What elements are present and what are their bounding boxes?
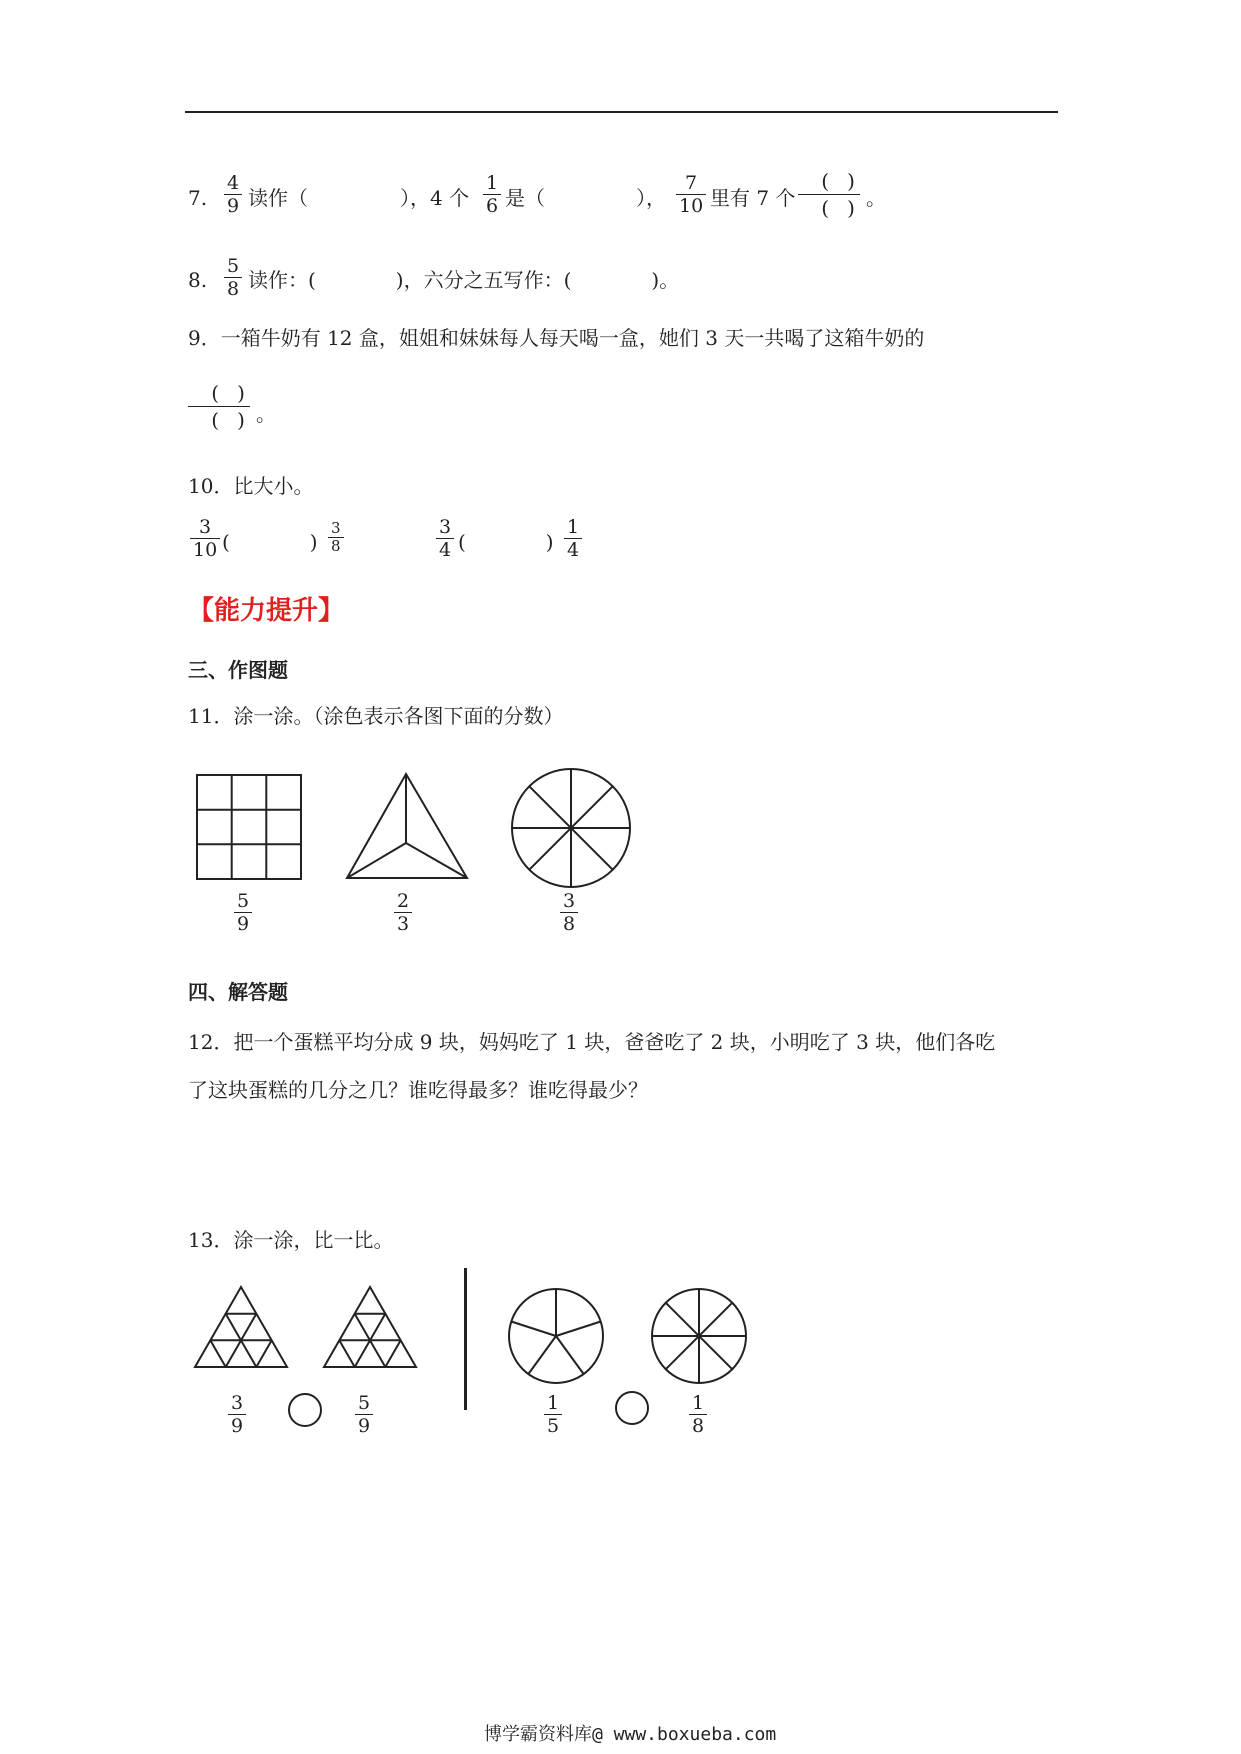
q7-read-as: 读作（	[248, 186, 308, 210]
blank-open-paren: (	[821, 196, 829, 220]
q7-text-4-of: ），4 个	[400, 186, 470, 210]
blank-close-paren: )	[237, 408, 245, 432]
fraction-numerator: 5	[234, 890, 252, 913]
circle-spoke	[528, 1336, 556, 1374]
compare-circle-outline	[289, 1394, 321, 1426]
q11-circle-8-parts-figure[interactable]	[510, 767, 632, 889]
fraction-denominator: 6	[486, 195, 499, 217]
fraction-denominator: 4	[567, 539, 580, 561]
fraction-denominator: 8	[227, 278, 240, 300]
triangle-diag-line	[256, 1340, 271, 1367]
q7-fraction-4-9	[224, 172, 242, 217]
q7-close-2: ），	[636, 186, 666, 210]
q13-compare-circle-left[interactable]	[287, 1392, 323, 1428]
fraction-denominator: 9	[227, 195, 240, 217]
fraction-denominator: 8	[692, 1415, 705, 1437]
q11-grid-square-figure[interactable]	[196, 774, 302, 880]
q10-fraction-3-4	[436, 516, 454, 561]
fraction-numerator: 3	[560, 890, 578, 913]
fraction-numerator: 3	[228, 1392, 246, 1415]
q11-fraction-2-3	[394, 890, 412, 935]
triangle-outline	[324, 1287, 416, 1367]
triangle-diag-line	[210, 1340, 225, 1367]
q13-title: 13．涂一涂，比一比。	[188, 1228, 394, 1252]
q9-answer-blank-fraction[interactable]	[188, 380, 250, 433]
circle-spoke	[556, 1322, 601, 1337]
q13-circle-8-parts[interactable]	[650, 1287, 748, 1385]
fraction-numerator: 5	[224, 255, 242, 278]
fraction-numerator: 2	[394, 890, 412, 913]
blank-open-paren: (	[211, 381, 219, 405]
blank-open-paren: (	[211, 408, 219, 432]
fraction-numerator: 3	[328, 520, 344, 538]
q13-compare-circle-right[interactable]	[614, 1390, 650, 1426]
q7-number: 7.	[188, 186, 208, 210]
q11-fraction-3-8	[560, 890, 578, 935]
q7-is: 是（	[505, 186, 545, 210]
circle-spoke	[511, 1322, 556, 1337]
fraction-denominator: 10	[193, 539, 218, 561]
q13-fraction-1-8	[689, 1392, 707, 1437]
q10-compare-blank-b[interactable]: ( )	[458, 530, 554, 554]
q10-fraction-1-4	[564, 516, 582, 561]
q7-answer-blank-fraction[interactable]	[798, 168, 860, 221]
fraction-numerator: 1	[544, 1392, 562, 1415]
q13-vertical-divider	[464, 1268, 467, 1410]
q7-fraction-7-10	[676, 172, 706, 217]
fraction-denominator: 8	[331, 537, 341, 555]
q11-triangle-figure[interactable]	[345, 772, 469, 880]
fraction-numerator: 1	[564, 516, 582, 539]
fraction-denominator: 8	[563, 913, 576, 935]
q9-end: 。	[256, 402, 276, 426]
q11-fraction-5-9	[234, 890, 252, 935]
q13-fraction-3-9	[228, 1392, 246, 1437]
q8-fraction-5-8	[224, 255, 242, 300]
fraction-numerator: 1	[689, 1392, 707, 1415]
fraction-numerator: 7	[676, 172, 706, 195]
q13-fraction-1-5	[544, 1392, 562, 1437]
q7-end: 。	[866, 186, 886, 210]
q7-fraction-1-6	[483, 172, 501, 217]
grid-outline	[197, 775, 301, 879]
fraction-numerator: 1	[483, 172, 501, 195]
blank-close-paren: )	[847, 169, 855, 193]
fraction-denominator: 9	[237, 913, 250, 935]
q9-text: 9．一箱牛奶有 12 盒，姐姐和妹妹每人每天喝一盒，她们 3 天一共喝了这箱牛奶的	[188, 326, 925, 350]
fraction-numerator: 4	[224, 172, 242, 195]
section-3-heading: 三、作图题	[188, 658, 288, 682]
fraction-denominator: 10	[679, 195, 704, 217]
fraction-numerator: 3	[190, 516, 220, 539]
fraction-denominator: 9	[358, 1415, 371, 1437]
triangle-diag-line	[339, 1340, 354, 1367]
blank-close-paren: )	[847, 196, 855, 220]
q13-triangle-9-parts-left[interactable]	[194, 1286, 288, 1368]
q13-circle-5-parts[interactable]	[507, 1287, 605, 1385]
fraction-denominator: 5	[547, 1415, 560, 1437]
q8-number: 8.	[188, 268, 208, 292]
q10-fraction-3-10	[190, 516, 220, 561]
ability-heading: 【能力提升】	[188, 596, 345, 626]
q13-triangle-9-parts-right[interactable]	[323, 1286, 417, 1368]
q8-text: 读作：( )，六分之五写作：( )。	[248, 268, 680, 292]
q12-line-2: 了这块蛋糕的几分之几？谁吃得最多？谁吃得最少？	[188, 1078, 648, 1102]
fraction-numerator: 3	[436, 516, 454, 539]
fraction-denominator: 4	[439, 539, 452, 561]
compare-circle-outline	[616, 1392, 648, 1424]
q11-title: 11．涂一涂。（涂色表示各图下面的分数）	[188, 704, 564, 728]
footer-watermark: 博学霸资料库@ www.boxueba.com	[484, 1724, 777, 1745]
fraction-numerator: 5	[355, 1392, 373, 1415]
q12-line-1: 12．把一个蛋糕平均分成 9 块，妈妈吃了 1 块，爸爸吃了 2 块，小明吃了 3 块，他们各吃	[188, 1030, 996, 1054]
blank-open-paren: (	[821, 169, 829, 193]
triangle-outline	[195, 1287, 287, 1367]
q7-contains: 里有 7 个	[710, 186, 796, 210]
circle-spoke	[556, 1336, 584, 1374]
triangle-diag-line	[385, 1340, 400, 1367]
blank-close-paren: )	[237, 381, 245, 405]
q13-fraction-5-9	[355, 1392, 373, 1437]
q10-fraction-3-8	[328, 520, 344, 555]
fraction-denominator: 3	[397, 913, 410, 935]
q10-title: 10．比大小。	[188, 474, 314, 498]
fraction-denominator: 9	[231, 1415, 244, 1437]
section-4-heading: 四、解答题	[188, 980, 288, 1004]
q10-compare-blank-a[interactable]: ( )	[222, 530, 318, 554]
header-rule	[185, 111, 1058, 113]
